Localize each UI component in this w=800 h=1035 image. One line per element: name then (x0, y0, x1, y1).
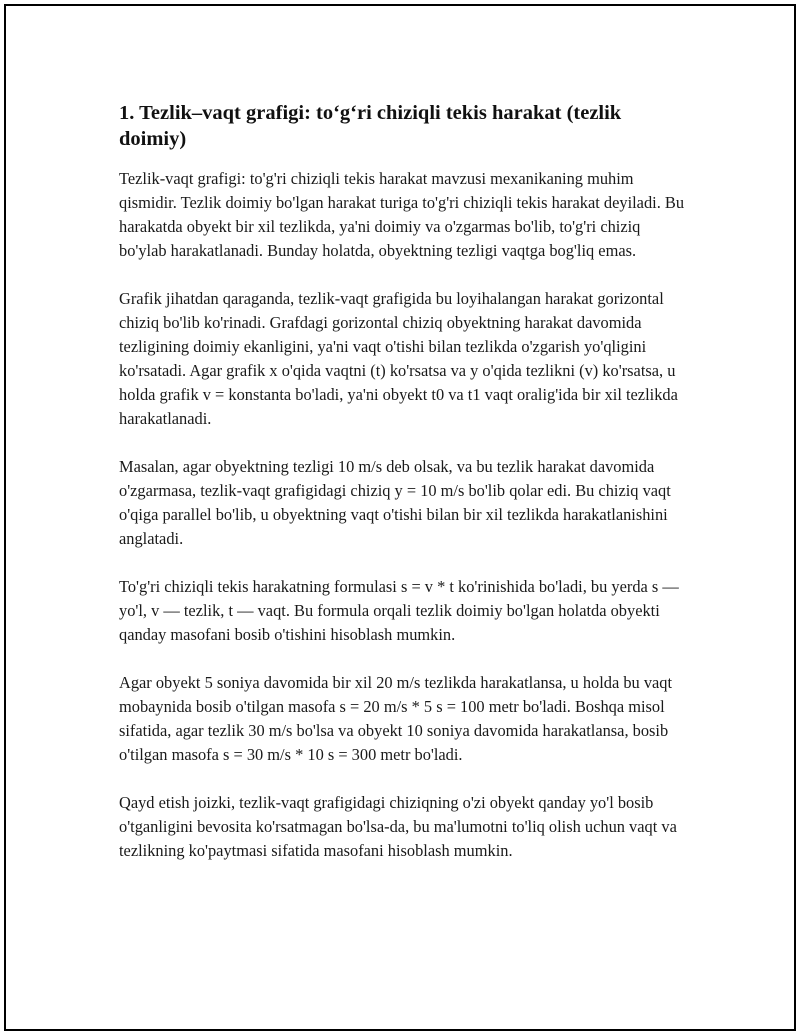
paragraph-2: Grafik jihatdan qaraganda, tezlik-vaqt grafigida bu loyihalangan harakat gorizontal chiziq bo'lib ko'rinadi. Grafdagi gorizontal chiziq obyektning harakat davomida tezligining doimiy ekanligini, ya'ni vaqt o'tishi bilan tezlikda o'zgarish yo'qligini ko'rsatadi. Agar grafik x o'qida vaqtni (t) ko'rsatsa va y o'qida tezlikni (v) ko'rsatsa, u holda grafik v = konstanta bo'ladi, ya'ni obyekt t0 va t1 vaqt oralig'ida bir xil tezlikda harakatlanadi. (119, 289, 678, 428)
paragraph-1: Tezlik-vaqt grafigi: to'g'ri chiziqli tekis harakat mavzusi mexanikaning muhim qismidir. Tezlik doimiy bo'lgan harakat turiga to'g'ri chiziqli tekis harakat deyiladi. Bu harakatda obyekt bir xil tezlikda, ya'ni doimiy va o'zgarmas bo'lib, to'g'ri chiziq bo'ylab harakatlanadi. Bunday holatda, obyektning tezligi vaqtga bog'liq emas. (119, 169, 685, 260)
paragraph-3: Masalan, agar obyektning tezligi 10 m/s deb olsak, va bu tezlik harakat davomida o'zgarmasa, tezlik-vaqt grafigidagi chiziq y = 10 m/s bo'lib qolar edi. Bu chiziq vaqt o'qiga parallel bo'lib, u obyektning vaqt o'tishi bilan bir xil tezlikda harakatlanishini anglatadi. (119, 457, 671, 548)
page-border (4, 4, 796, 1031)
paragraph-6: Qayd etish joizki, tezlik-vaqt grafigidagi chiziqning o'zi obyekt qanday yo'l bosib o'tganligini bevosita ko'rsatmagan bo'lsa-da, bu ma'lumotni to'liq olish uchun vaqt va tezlikning ko'paytmasi sifatida masofani hisoblash mumkin. (119, 793, 677, 860)
paragraph-5: Agar obyekt 5 soniya davomida bir xil 20 m/s tezlikda harakatlansa, u holda bu vaqt mobaynida bosib o'tilgan masofa s = 20 m/s * 5 s = 100 metr bo'ladi. Boshqa misol sifatida, agar tezlik 30 m/s bo'lsa va obyekt 10 soniya davomida harakatlansa, bosib o'tilgan masofa s = 30 m/s * 10 s = 300 metr bo'ladi. (119, 673, 673, 764)
paragraph-4: To'g'ri chiziqli tekis harakatning formulasi s = v * t ko'rinishida bo'ladi, bu yerda s — yo'l, v — tezlik, t — vaqt. Bu formula orqali tezlik doimiy bo'lgan holatda obyekti qanday masofani bosib o'tishini hisoblash mumkin. (119, 577, 679, 644)
document-body (119, 100, 689, 863)
page-title: 1. Tezlik–vaqt grafigi: to‘g‘ri chiziqli tekis harakat (tezlik doimiy) (119, 102, 622, 150)
